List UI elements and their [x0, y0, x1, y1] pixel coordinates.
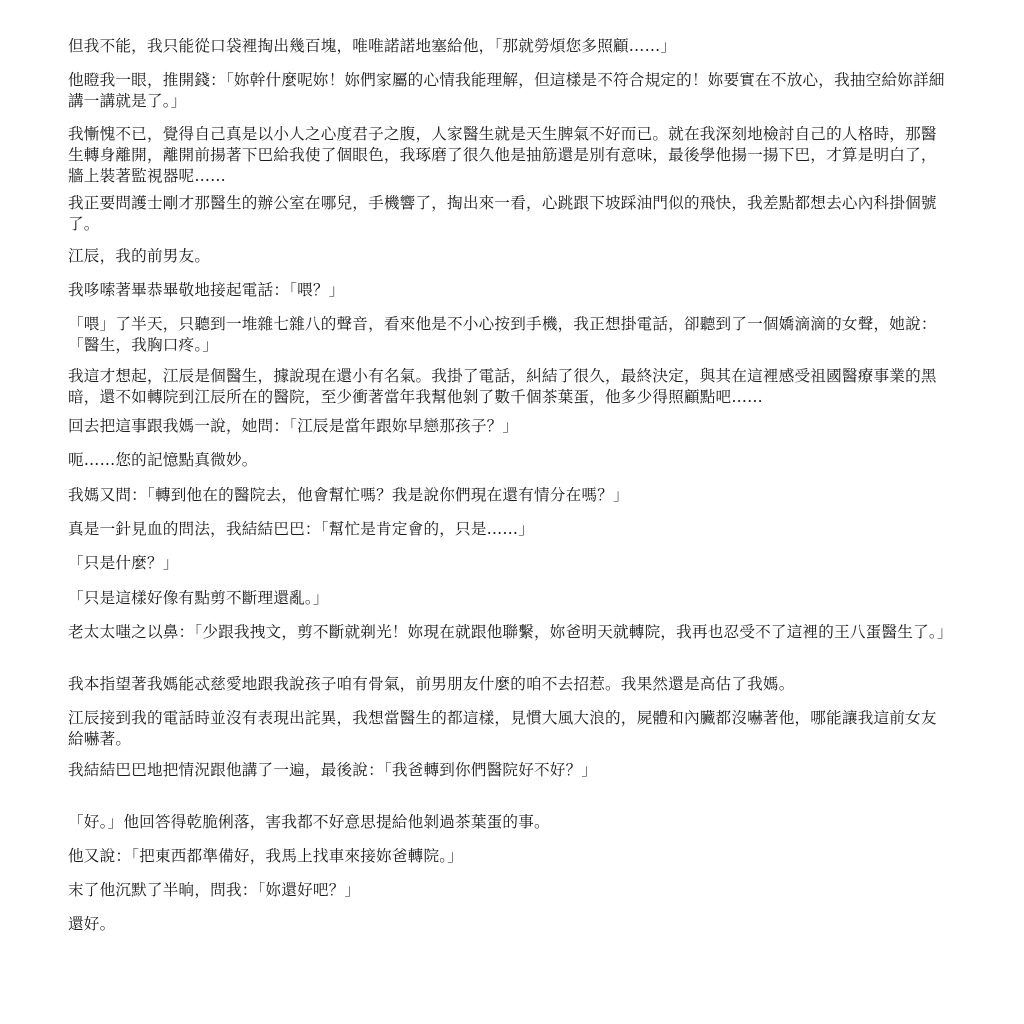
paragraph-4: 我正要問護士剛才那醫生的辦公室在哪兒，手機響了，掏出來一看，心跳跟下坡踩油門似的飛快，我差點都想去心內科掛個號了。 — [68, 194, 937, 233]
paragraph-6: 我哆嗦著畢恭畢敬地接起電話：「喂？」 — [68, 281, 345, 299]
paragraph-14: 「只是這樣好像有點剪不斷理還亂。」 — [68, 589, 329, 607]
paragraph-22: 還好。 — [68, 915, 116, 933]
paragraph-2: 他瞪我一眼，推開錢：「妳幹什麼呢妳！妳們家屬的心情我能理解，但這樣是不符合規定的！妳要實在不放心，我抽空給妳詳細講一講就是了。」 — [68, 71, 945, 110]
paragraph-3: 我慚愧不已，覺得自己真是以小人之心度君子之腹，人家醫生就是天生脾氣不好而已。就在我深刻地檢討自己的人格時，那醫生轉身離開，離開前揚著下巴給我使了個眼色，我琢磨了很久他是抽筋還是別有意味，最後學他揚一揚下巴，才算是明白了，牆上裝著監視器呢…… — [68, 125, 937, 185]
paragraph-5: 江辰，我的前男友。 — [68, 247, 211, 265]
paragraph-17: 江辰接到我的電話時並沒有表現出詫異，我想當醫生的都這樣，見慣大風大浪的，屍體和內臟都沒嚇著他，哪能讓我這前女友給嚇著。 — [68, 709, 937, 748]
paragraph-9: 回去把這事跟我媽一說，她問：「江辰是當年跟妳早戀那孩子？」 — [68, 417, 519, 435]
paragraph-18: 我結結巴巴地把情況跟他講了一遍，最後說：「我爸轉到你們醫院好不好？」 — [68, 761, 598, 779]
paragraph-19: 「好。」他回答得乾脆俐落，害我都不好意思提給他剝過茶葉蛋的事。 — [68, 813, 550, 831]
paragraph-15: 老太太嗤之以鼻：「少跟我拽文，剪不斷就剃光！妳現在就跟他聯繫，妳爸明天就轉院，我再也忍受不了這裡的王八蛋醫生了。」 — [68, 623, 953, 641]
paragraph-8: 我這才想起，江辰是個醫生，據說現在還小有名氣。我掛了電話，糾結了很久，最終決定，與其在這裡感受祖國醫療事業的黑暗，還不如轉院到江辰所在的醫院，至少衝著當年我幫他剝了數千個茶葉蛋，他多少得照顧點吧…… — [68, 367, 937, 406]
paragraph-13: 「只是什麼？」 — [68, 554, 179, 572]
paragraph-21: 末了他沉默了半晌，問我：「妳還好吧？」 — [68, 881, 361, 899]
paragraph-10: 呃……您的記憶點真微妙。 — [68, 451, 258, 469]
paragraph-1: 但我不能，我只能從口袋裡掏出幾百塊，唯唯諾諾地塞給他，「那就勞煩您多照顧……」 — [68, 37, 677, 55]
paragraph-16: 我本指望著我媽能忒慈愛地跟我說孩子咱有骨氣，前男朋友什麼的咱不去招惹。我果然還是高估了我媽。 — [68, 675, 795, 693]
paragraph-7: 「喂」了半天，只聽到一堆雜七雜八的聲音，看來他是不小心按到手機，我正想掛電話，卻聽到了一個嬌滴滴的女聲，她說：「醫生，我胸口疼。」 — [68, 315, 937, 354]
paragraph-11: 我媽又問：「轉到他在的醫院去，他會幫忙嗎？我是說你們現在還有情分在嗎？」 — [68, 486, 629, 504]
paragraph-20: 他又說：「把東西都準備好，我馬上找車來接妳爸轉院。」 — [68, 847, 464, 865]
paragraph-12: 真是一針見血的問法，我結結巴巴：「幫忙是肯定會的，只是……」 — [68, 520, 535, 538]
